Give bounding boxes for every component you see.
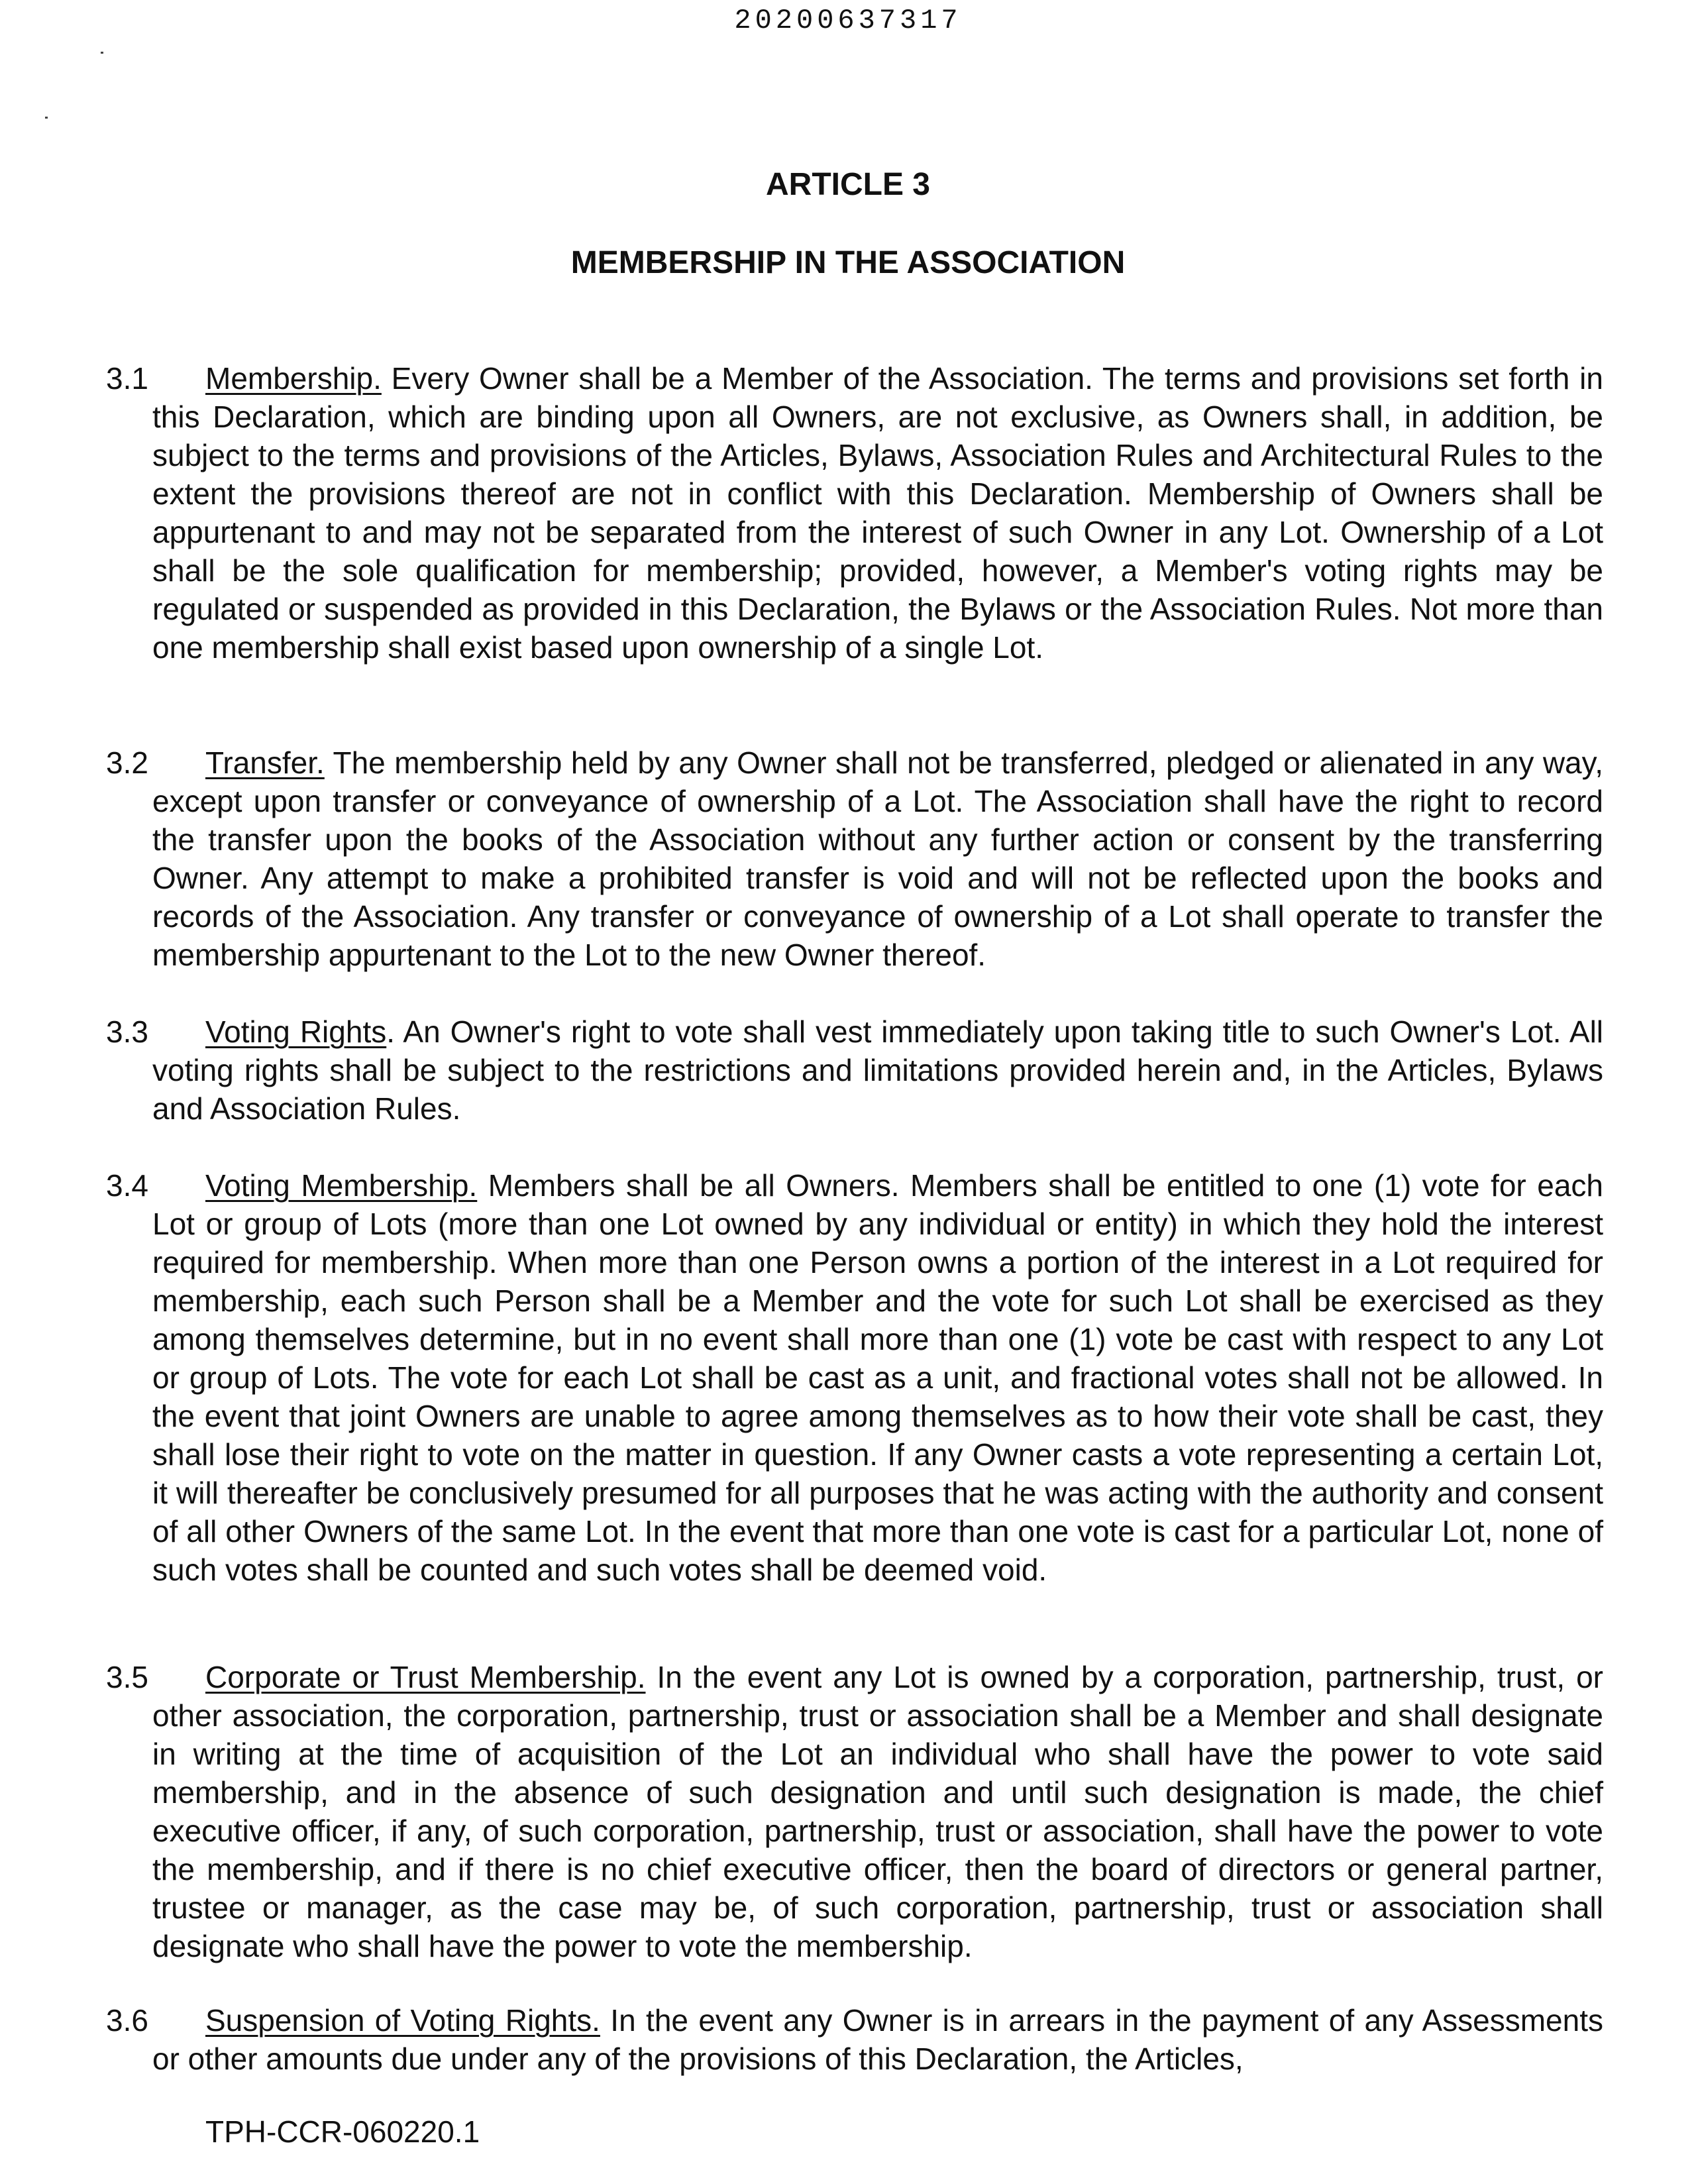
section-text: In the event any Lot is owned by a corporation, partnership, trust, or other association, the corporation, partnership, trust or association shall be a Member and shall designate in writing at the time of acquisition of the Lot an individual who shall have the power to vote said membership, and in the absence of such designation and until such designation is made, the chief executive officer, if any, of such corporation, partnership, trust or association, shall have the power to vote the membership, and if there is no chief executive officer, then the board of directors or general partner, trustee or manager, as the case may be, of such corporation, partnership, trust or association shall designate who shall have the power to vote the membership.	[152, 1660, 1603, 1963]
article-subtitle: MEMBERSHIP IN THE ASSOCIATION	[570, 245, 1126, 280]
section-3-1	[106, 359, 1603, 667]
section-title: Voting Rights	[205, 1014, 387, 1049]
section-body	[152, 1658, 1603, 1965]
section-title: Voting Membership.	[205, 1168, 478, 1203]
section-body	[152, 1012, 1603, 1128]
section-number: 3.1	[106, 361, 148, 396]
section-text: . An Owner's right to vote shall vest immediately upon taking title to such Owner's Lot. All voting rights shall be subject to the restrictions and limitations provided herein and, in the Articles, Bylaws and Association Rules.	[152, 1014, 1604, 1126]
section-3-5	[106, 1658, 1603, 1965]
section-body	[152, 2001, 1603, 2078]
section-text: Every Owner shall be a Member of the Association. The terms and provisions set forth in this Declaration, which are binding upon all Owners, are not exclusive, as Owners shall, in addition, be subject to the terms and provisions of the Articles, Bylaws, Association Rules and Architectural Rules to the extent the provisions thereof are not in conflict with this Declaration. Membership of Owners shall be appurtenant to and may not be separated from the interest of such Owner in any Lot. Ownership of a Lot shall be the sole qualification for membership; provided, however, a Member's voting rights may be regulated or suspended as provided in this Declaration, the Bylaws or the Association Rules. Not more than one membership shall exist based upon ownership of a single Lot.	[152, 361, 1603, 665]
section-number: 3.5	[106, 1660, 148, 1694]
scan-speck	[101, 52, 103, 54]
section-title: Membership.	[205, 361, 382, 396]
section-title: Corporate or Trust Membership.	[205, 1660, 646, 1694]
section-number: 3.2	[106, 745, 148, 780]
section-body	[152, 743, 1603, 974]
section-title: Suspension of Voting Rights.	[205, 2003, 600, 2038]
footer-document-code: TPH-CCR-060220.1	[205, 2114, 480, 2149]
section-body	[152, 359, 1603, 667]
section-number: 3.3	[106, 1014, 148, 1049]
section-3-4	[106, 1166, 1603, 1589]
section-number: 3.6	[106, 2003, 148, 2038]
section-text: The membership held by any Owner shall not be transferred, pledged or alienated in any way, except upon transfer or conveyance of ownership of a Lot. The Association shall have the right to record the transfer upon the books of the Association without any further action or consent by the transferring Owner. Any attempt to make a prohibited transfer is void and will not be reflected upon the books and records of the Association. Any transfer or conveyance of ownership of a Lot shall operate to transfer the membership appurtenant to the Lot to the new Owner thereof.	[152, 745, 1603, 972]
section-number: 3.4	[106, 1168, 148, 1203]
section-body	[152, 1166, 1603, 1589]
section-text: In the event any Owner is in arrears in the payment of any Assessments or other amounts due under any of the provisions of this Declaration, the Articles,	[152, 2003, 1603, 2076]
article-title: ARTICLE 3	[765, 167, 930, 202]
document-number: 20200637317	[734, 5, 962, 36]
section-3-6	[106, 2001, 1603, 2078]
section-title: Transfer.	[205, 745, 325, 780]
scan-speck	[45, 117, 48, 119]
section-3-2	[106, 743, 1603, 974]
section-text: Members shall be all Owners. Members shall be entitled to one (1) vote for each Lot or group of Lots (more than one Lot owned by any individual or entity) in which they hold the interest required for membership. When more than one Person owns a portion of the interest in a Lot required for membership, each such Person shall be a Member and the vote for such Lot shall be exercised as they among themselves determine, but in no event shall more than one (1) vote be cast with respect to any Lot or group of Lots. The vote for each Lot shall be cast as a unit, and fractional votes shall not be allowed. In the event that joint Owners are unable to agree among themselves as to how their vote shall be cast, they shall lose their right to vote on the matter in question. If any Owner casts a vote representing a certain Lot, it will thereafter be conclusively presumed for all purposes that he was acting with the authority and consent of all other Owners of the same Lot. In the event that more than one vote is cast for a particular Lot, none of such votes shall be counted and such votes shall be deemed void.	[152, 1168, 1604, 1587]
section-3-3	[106, 1012, 1603, 1128]
